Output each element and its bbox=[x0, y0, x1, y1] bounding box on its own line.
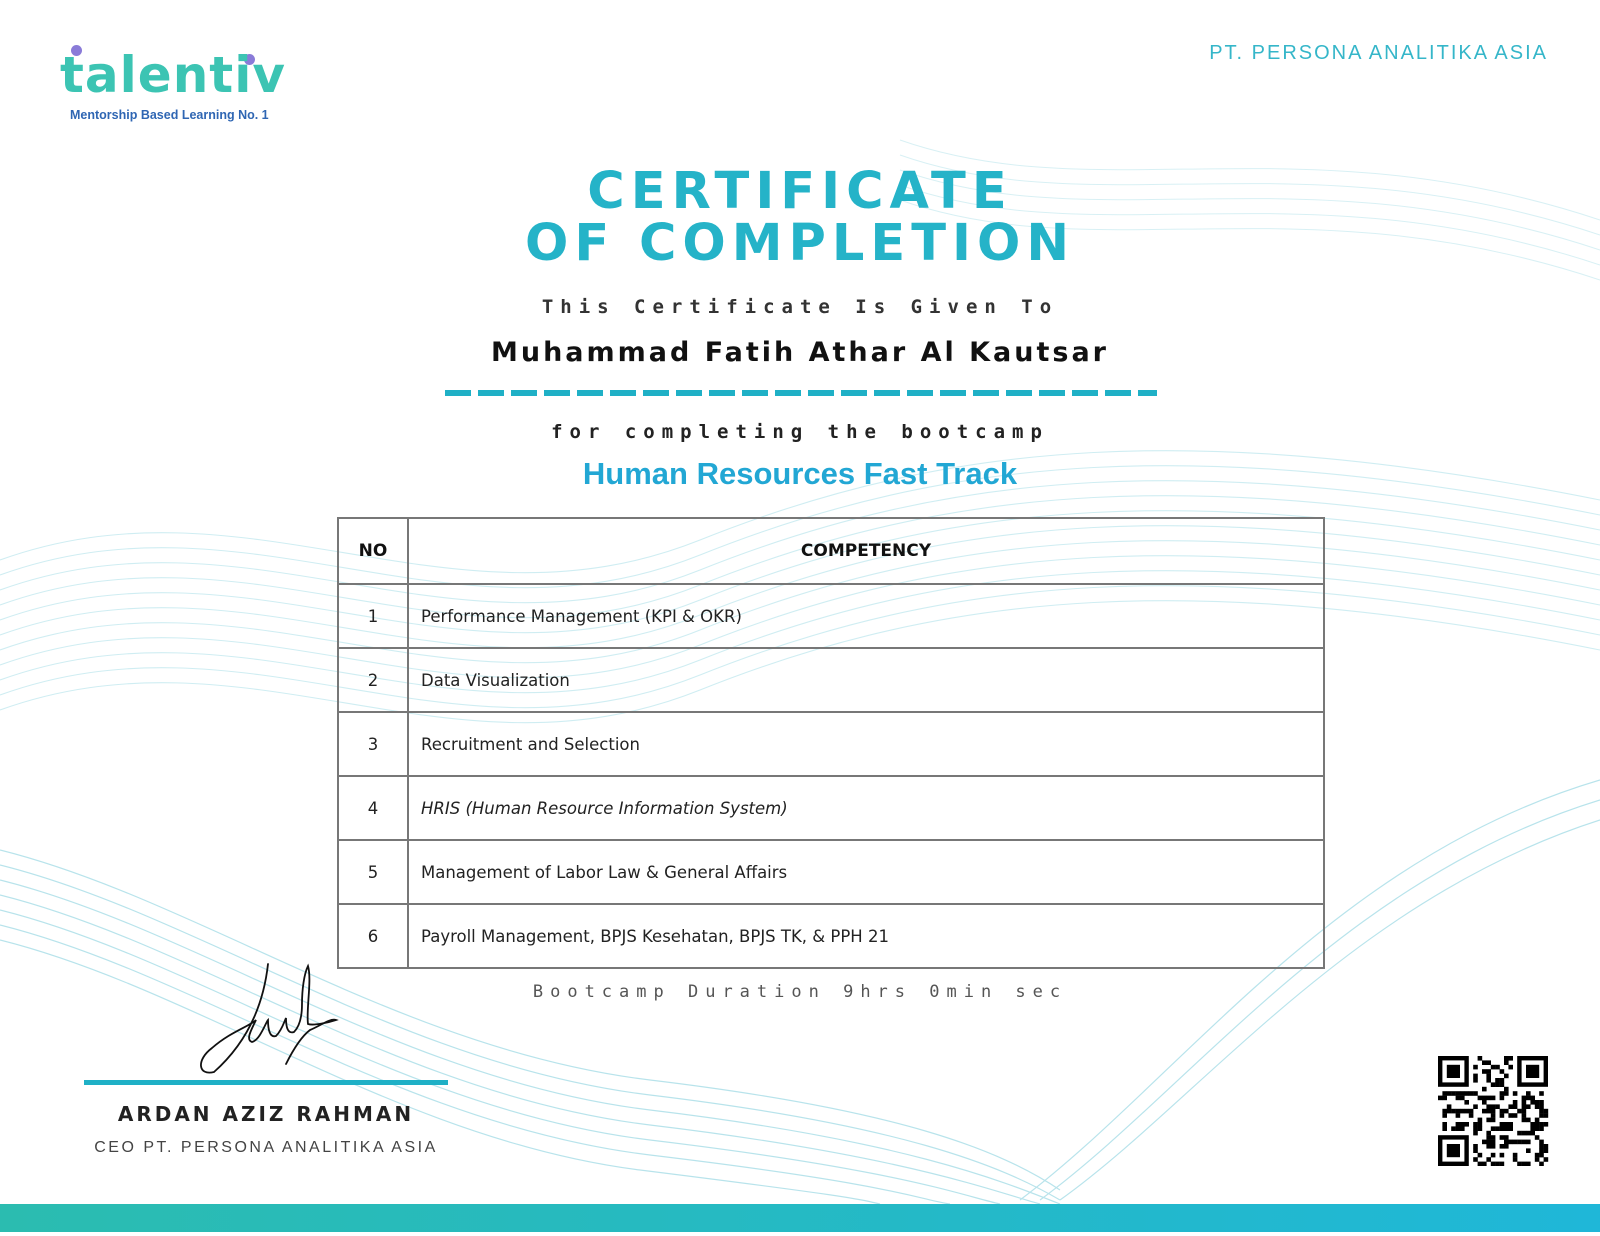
logo-wordmark: talentiv bbox=[60, 46, 286, 104]
table-row bbox=[338, 712, 1324, 776]
certificate-title-line1: CERTIFICATE bbox=[587, 162, 1013, 221]
row-number: 3 bbox=[338, 712, 408, 776]
talentiv-logo bbox=[60, 42, 300, 132]
name-underline bbox=[445, 390, 1157, 396]
table-header-row bbox=[338, 518, 1324, 584]
row-competency: Recruitment and Selection bbox=[408, 712, 1324, 776]
header-no: NO bbox=[338, 518, 408, 584]
program-name: Human Resources Fast Track bbox=[582, 456, 1018, 491]
for-completing-label: for completing the bootcamp bbox=[551, 421, 1049, 443]
row-number: 2 bbox=[338, 648, 408, 712]
header-competency: COMPETENCY bbox=[408, 518, 1324, 584]
row-competency: Management of Labor Law & General Affairs bbox=[408, 840, 1324, 904]
table-row bbox=[338, 904, 1324, 968]
row-number: 1 bbox=[338, 584, 408, 648]
table-row bbox=[338, 648, 1324, 712]
table-row bbox=[338, 584, 1324, 648]
row-number: 5 bbox=[338, 840, 408, 904]
row-number: 4 bbox=[338, 776, 408, 840]
row-competency: Data Visualization bbox=[408, 648, 1324, 712]
table-row bbox=[338, 776, 1324, 840]
recipient-name: Muhammad Fatih Athar Al Kautsar bbox=[491, 337, 1109, 368]
signer-title: CEO PT. PERSONA ANALITIKA ASIA bbox=[94, 1139, 438, 1156]
row-competency: HRIS (Human Resource Information System) bbox=[408, 776, 1324, 840]
given-to-label: This Certificate Is Given To bbox=[541, 296, 1059, 318]
row-competency: Performance Management (KPI & OKR) bbox=[408, 584, 1324, 648]
company-name: PT. PERSONA ANALITIKA ASIA bbox=[1209, 42, 1548, 64]
signature-icon bbox=[190, 960, 360, 1080]
certificate-title-line2: OF COMPLETION bbox=[525, 214, 1075, 273]
bootcamp-duration: Bootcamp Duration 9hrs 0min sec bbox=[532, 982, 1068, 1002]
table-row bbox=[338, 840, 1324, 904]
logo-tagline: Mentorship Based Learning No. 1 bbox=[70, 108, 269, 122]
signature-line bbox=[84, 1080, 448, 1085]
row-competency: Payroll Management, BPJS Kesehatan, BPJS TK, & PPH 21 bbox=[408, 904, 1324, 968]
bottom-accent-bar bbox=[0, 1204, 1600, 1232]
signer-name: ARDAN AZIZ RAHMAN bbox=[117, 1102, 415, 1126]
competency-table bbox=[337, 517, 1325, 969]
qr-code-icon bbox=[1438, 1056, 1550, 1166]
row-number: 6 bbox=[338, 904, 408, 968]
